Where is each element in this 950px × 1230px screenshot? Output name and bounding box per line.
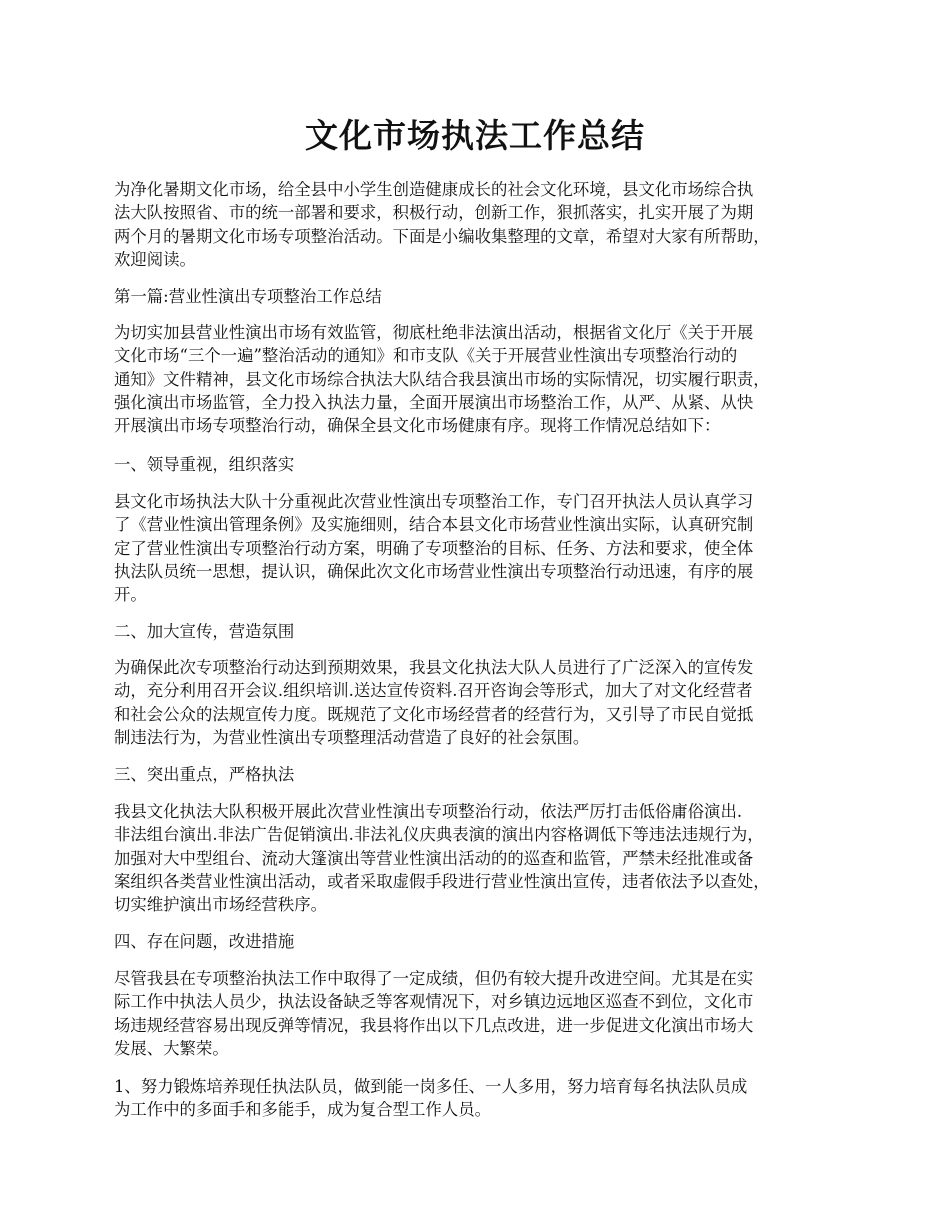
text-line: 尽管我县在专项整治执法工作中取得了一定成绩，但仍有较大提升改进空间。尤其是在实 xyxy=(114,969,754,988)
text-line: 切实维护演出市场经营秩序。 xyxy=(114,895,328,915)
text-line: 开展演出市场专项整治行动，确保全县文化市场健康有序。现将工作情况总结如下： xyxy=(114,416,721,436)
text-line: 一、领导重视，组织落实 xyxy=(114,455,295,474)
text-line: 四、存在问题，改进措施 xyxy=(114,932,295,951)
text-line: 欢迎阅读。 xyxy=(114,249,196,269)
paragraph-section-3 xyxy=(114,800,854,916)
text-line: 开。 xyxy=(114,585,147,605)
text-line: 第一篇:营业性演出专项整治工作总结 xyxy=(114,287,382,306)
text-line: 法大队按照省、市的统一部署和要求，积极行动，创新工作，狠抓落实，扎实开展了为期 xyxy=(114,203,754,223)
text-line: 三、突出重点，严格执法 xyxy=(114,765,295,784)
text-line: 1、努力锻炼培养现任执法队员，做到能一岗多任、一人多用，努力培育每名执法队员成 xyxy=(114,1077,748,1096)
text-line: 场违规经营容易出现反弹等情况，我县将作出以下几点改进，进一步促进文化演出市场大 xyxy=(114,1015,754,1035)
paragraph-background xyxy=(114,321,854,437)
paragraph-intro xyxy=(114,178,854,271)
paragraph-section-1 xyxy=(114,490,854,606)
section-heading xyxy=(114,285,854,308)
text-line: 执法队员统一思想，提认识，确保此次文化市场营业性演出专项整治行动迅速，有序的展 xyxy=(114,561,754,581)
text-line: 为确保此次专项整治行动达到预期效果，我县文化执法大队人员进行了广泛深入的宣传发 xyxy=(114,658,754,677)
section-heading xyxy=(114,763,854,786)
text-line: 加强对大中型组台、流动大篷演出等营业性演出活动的的巡查和监管，严禁未经批准或备 xyxy=(114,848,754,868)
text-line: 和社会公众的法规宣传力度。既规范了文化市场经营者的经营行为，又引导了市民自觉抵 xyxy=(114,704,754,724)
text-line: 强化演出市场监管，全力投入执法力量，全面开展演出市场整治工作，从严、从紧、从快 xyxy=(114,392,754,412)
text-line: 为工作中的多面手和多能手，成为复合型工作人员。 xyxy=(114,1100,491,1120)
text-line: 县文化市场执法大队十分重视此次营业性演出专项整治工作，专门召开执法人员认真学习 xyxy=(114,492,754,511)
text-line: 文化市场“三个一遍”整治活动的通知》和市支队《关于开展营业性演出专项整治行动的 xyxy=(114,346,738,366)
section-heading xyxy=(114,620,854,643)
text-line: 为切实加县营业性演出市场有效监管，彻底杜绝非法演出活动，根据省文化厅《关于开展 xyxy=(114,323,754,342)
text-line: 非法组台演出.非法广告促销演出.非法礼仪庆典表演的演出内容格调低下等违法违规行为， xyxy=(114,825,764,845)
section-heading xyxy=(114,930,854,953)
text-line: 二、加大宣传，营造氛围 xyxy=(114,622,295,641)
text-line: 定了营业性演出专项整治行动方案，明确了专项整治的目标、任务、方法和要求，使全体 xyxy=(114,538,754,558)
text-line: 动，充分利用召开会议.组织培训.送达宣传资料.召开咨询会等形式，加大了对文化经营者 xyxy=(114,681,753,701)
section-heading xyxy=(114,453,854,476)
paragraph-measure-1 xyxy=(114,1075,854,1122)
text-line: 际工作中执法人员少，执法设备缺乏等客观情况下，对乡镇边远地区巡查不到位，文化市 xyxy=(114,992,754,1012)
text-line: 发展、大繁荣。 xyxy=(114,1038,229,1058)
paragraph-section-4 xyxy=(114,967,854,1060)
text-line: 案组织各类营业性演出活动，或者采取虚假手段进行营业性演出宣传，违者依法予以查处， xyxy=(114,871,770,891)
text-line: 了《营业性演出管理条例》及实施细则，结合本县文化市场营业性演出实际，认真研究制 xyxy=(114,515,754,535)
text-line: 通知》文件精神，县文化市场综合执法大队结合我县演出市场的实际情况，切实履行职责， xyxy=(114,369,770,389)
text-line: 两个月的暑期文化市场专项整治活动。下面是小编收集整理的文章，希望对大家有所帮助， xyxy=(114,226,770,246)
text-line: 我县文化执法大队积极开展此次营业性演出专项整治行动，依法严厉打击低俗庸俗演出. xyxy=(114,802,743,821)
document-title: 文化市场执法工作总结 xyxy=(305,116,645,155)
text-line: 制违法行为，为营业性演出专项整理活动营造了良好的社会氛围。 xyxy=(114,727,590,747)
paragraph-section-2 xyxy=(114,656,854,749)
text-line: 为净化暑期文化市场，给全县中小学生创造健康成长的社会文化环境，县文化市场综合执 xyxy=(114,180,754,199)
